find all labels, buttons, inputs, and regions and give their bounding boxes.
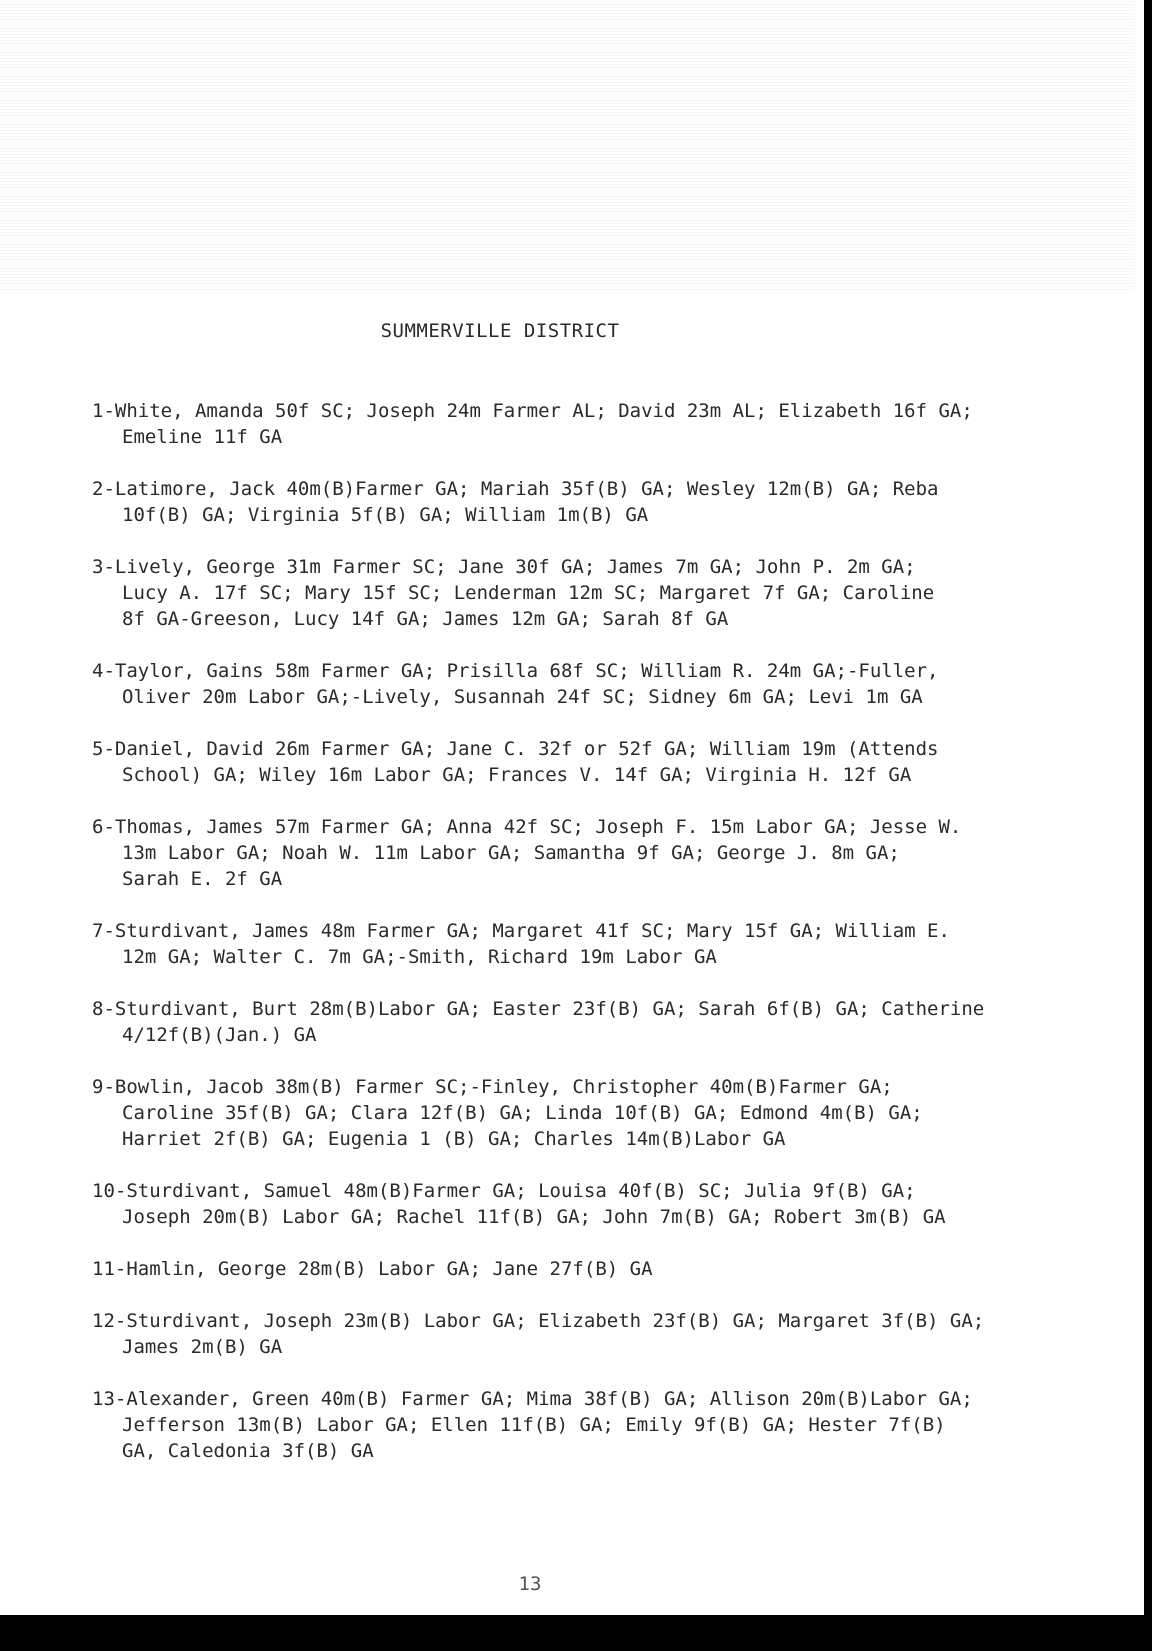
household-entry bbox=[92, 1256, 1127, 1282]
entry-line: Jefferson 13m(B) Labor GA; Ellen 11f(B) GA; Emily 9f(B) GA; Hester 7f(B) bbox=[122, 1414, 946, 1436]
household-entry bbox=[92, 814, 1127, 892]
entry-line: Caroline 35f(B) GA; Clara 12f(B) GA; Linda 10f(B) GA; Edmond 4m(B) GA; bbox=[122, 1102, 923, 1124]
entry-line: 12-Sturdivant, Joseph 23m(B) Labor GA; Elizabeth 23f(B) GA; Margaret 3f(B) GA; bbox=[92, 1310, 985, 1332]
scan-texture bbox=[0, 0, 1135, 290]
household-entry bbox=[92, 554, 1127, 632]
entry-line: 13-Alexander, Green 40m(B) Farmer GA; Mima 38f(B) GA; Allison 20m(B)Labor GA; bbox=[92, 1388, 973, 1410]
entry-line: Harriet 2f(B) GA; Eugenia 1 (B) GA; Charles 14m(B)Labor GA bbox=[122, 1128, 786, 1150]
entry-line: 8f GA-Greeson, Lucy 14f GA; James 12m GA; Sarah 8f GA bbox=[122, 608, 729, 630]
entry-line: 10f(B) GA; Virginia 5f(B) GA; William 1m(B) GA bbox=[122, 504, 649, 526]
entry-line: 5-Daniel, David 26m Farmer GA; Jane C. 32f or 52f GA; William 19m (Attends bbox=[92, 738, 939, 760]
household-entry bbox=[92, 476, 1127, 528]
scan-border-bottom bbox=[0, 1615, 1152, 1651]
household-entry bbox=[92, 736, 1127, 788]
entry-line: 12m GA; Walter C. 7m GA;-Smith, Richard 19m Labor GA bbox=[122, 946, 717, 968]
scan-border-right bbox=[1144, 0, 1152, 1651]
entry-line: Oliver 20m Labor GA;-Lively, Susannah 24f SC; Sidney 6m GA; Levi 1m GA bbox=[122, 686, 923, 708]
entry-line: GA, Caledonia 3f(B) GA bbox=[122, 1440, 374, 1462]
entry-line: 13m Labor GA; Noah W. 11m Labor GA; Samantha 9f GA; George J. 8m GA; bbox=[122, 842, 900, 864]
census-entries bbox=[92, 398, 1127, 1490]
entry-line: 6-Thomas, James 57m Farmer GA; Anna 42f SC; Joseph F. 15m Labor GA; Jesse W. bbox=[92, 816, 962, 838]
entry-line: James 2m(B) GA bbox=[122, 1336, 283, 1358]
entry-line: Emeline 11f GA bbox=[122, 426, 283, 448]
entry-line: 3-Lively, George 31m Farmer SC; Jane 30f GA; James 7m GA; John P. 2m GA; bbox=[92, 556, 916, 578]
entry-line: 9-Bowlin, Jacob 38m(B) Farmer SC;-Finley, Christopher 40m(B)Farmer GA; bbox=[92, 1076, 893, 1098]
entry-line: 4-Taylor, Gains 58m Farmer GA; Prisilla 68f SC; William R. 24m GA;-Fuller, bbox=[92, 660, 939, 682]
entry-line: Sarah E. 2f GA bbox=[122, 868, 283, 890]
household-entry bbox=[92, 1074, 1127, 1152]
entry-line: 1-White, Amanda 50f SC; Joseph 24m Farmer AL; David 23m AL; Elizabeth 16f GA; bbox=[92, 400, 973, 422]
entry-line: Lucy A. 17f SC; Mary 15f SC; Lenderman 12m SC; Margaret 7f GA; Caroline bbox=[122, 582, 935, 604]
household-entry bbox=[92, 1308, 1127, 1360]
household-entry bbox=[92, 1386, 1127, 1464]
household-entry bbox=[92, 918, 1127, 970]
entry-line: 2-Latimore, Jack 40m(B)Farmer GA; Mariah 35f(B) GA; Wesley 12m(B) GA; Reba bbox=[92, 478, 939, 500]
page-title: SUMMERVILLE DISTRICT bbox=[380, 320, 620, 342]
entry-line: 11-Hamlin, George 28m(B) Labor GA; Jane 27f(B) GA bbox=[92, 1258, 653, 1280]
entry-line: 7-Sturdivant, James 48m Farmer GA; Margaret 41f SC; Mary 15f GA; William E. bbox=[92, 920, 950, 942]
entry-line: 4/12f(B)(Jan.) GA bbox=[122, 1024, 317, 1046]
entry-line: 8-Sturdivant, Burt 28m(B)Labor GA; Easter 23f(B) GA; Sarah 6f(B) GA; Catherine bbox=[92, 998, 985, 1020]
household-entry bbox=[92, 996, 1127, 1048]
entry-line: School) GA; Wiley 16m Labor GA; Frances V. 14f GA; Virginia H. 12f GA bbox=[122, 764, 912, 786]
page-number: 13 bbox=[518, 1573, 542, 1595]
entry-line: Joseph 20m(B) Labor GA; Rachel 11f(B) GA; John 7m(B) GA; Robert 3m(B) GA bbox=[122, 1206, 946, 1228]
household-entry bbox=[92, 1178, 1127, 1230]
household-entry bbox=[92, 658, 1127, 710]
entry-line: 10-Sturdivant, Samuel 48m(B)Farmer GA; Louisa 40f(B) SC; Julia 9f(B) GA; bbox=[92, 1180, 916, 1202]
household-entry bbox=[92, 398, 1127, 450]
